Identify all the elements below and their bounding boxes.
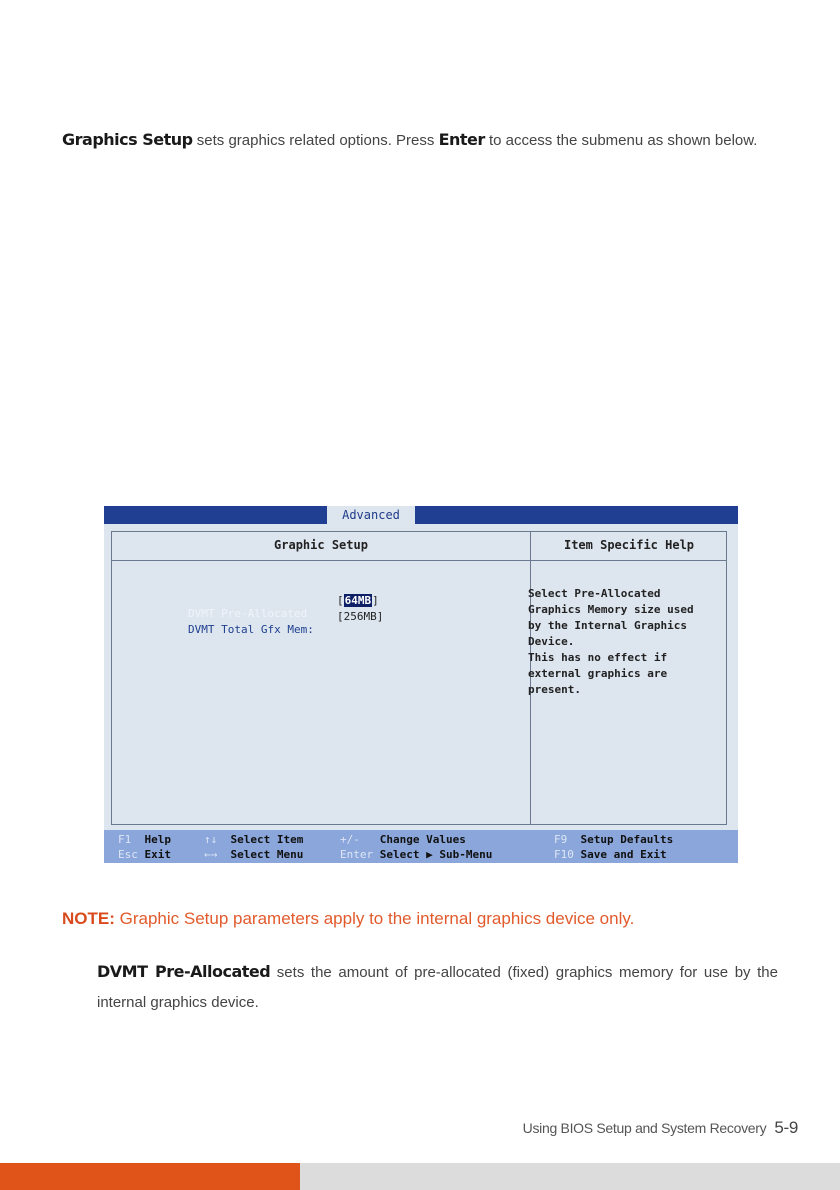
help-text: Select Pre-Allocated Graphics Memory size used by the Internal Graphics Device. This has no effect if external graphics are present. <box>528 587 694 696</box>
footer-gray-bar <box>300 1163 840 1190</box>
selected-value[interactable]: 64MB <box>344 594 372 607</box>
note-text: Graphic Setup parameters apply to the internal graphics device only. <box>114 909 635 928</box>
key-select-item: ↑↓ Select Item <box>204 833 304 846</box>
dvmt-total-gfx-mem-value: [256MB] <box>337 610 384 623</box>
key-enter-submenu: Enter Select ▶ Sub-Menu <box>340 848 493 861</box>
intro-paragraph <box>62 125 778 156</box>
dvmt-total-gfx-mem-row[interactable] <box>135 610 314 649</box>
tab-advanced[interactable]: Advanced <box>327 506 415 524</box>
dvmt-pre-allocated-value[interactable] <box>337 594 379 607</box>
intro-text-2: to access the submenu as shown below. <box>484 132 758 149</box>
page-footer <box>478 1118 798 1138</box>
footer-chapter-title: Using BIOS Setup and System Recovery <box>522 1120 767 1136</box>
dvmt-total-gfx-mem-label: DVMT Total Gfx Mem: <box>187 623 314 636</box>
enter-key-term: Enter <box>438 130 485 149</box>
bios-header-divider <box>112 560 726 561</box>
bios-key-legend <box>104 830 738 863</box>
key-f10-save-exit: F10 Save and Exit <box>554 848 667 861</box>
intro-text-1: sets graphics related options. Press <box>192 132 439 149</box>
help-title: Item Specific Help <box>563 538 695 552</box>
panel-title: Graphic Setup <box>274 538 368 552</box>
dvmt-text: sets the amount of pre-allocated (fixed) graphics memory for use by the internal graphics device. <box>97 964 778 1011</box>
key-f9-defaults: F9 Setup Defaults <box>554 833 674 846</box>
dvmt-pre-allocated-term: DVMT Pre-Allocated <box>97 962 271 981</box>
dvmt-pre-allocated-label: DVMT Pre-Allocated <box>187 607 308 620</box>
page-number: 5-9 <box>774 1118 798 1137</box>
bracket-open: [ <box>337 594 344 607</box>
note-label: NOTE: <box>62 909 115 928</box>
graphics-setup-term: Graphics Setup <box>62 130 193 149</box>
bios-screenshot <box>104 506 738 863</box>
key-select-menu: ←→ Select Menu <box>204 848 304 861</box>
note <box>62 906 782 932</box>
key-esc-exit: Esc Exit <box>118 848 171 861</box>
bios-body <box>104 524 738 830</box>
dvmt-paragraph <box>97 957 778 1018</box>
key-f1-help: F1 Help <box>118 833 171 846</box>
bios-menu-bar <box>104 506 738 524</box>
bracket-close: ] <box>372 594 379 607</box>
footer-orange-bar <box>0 1163 300 1190</box>
key-change-values: +/- Change Values <box>340 833 466 846</box>
